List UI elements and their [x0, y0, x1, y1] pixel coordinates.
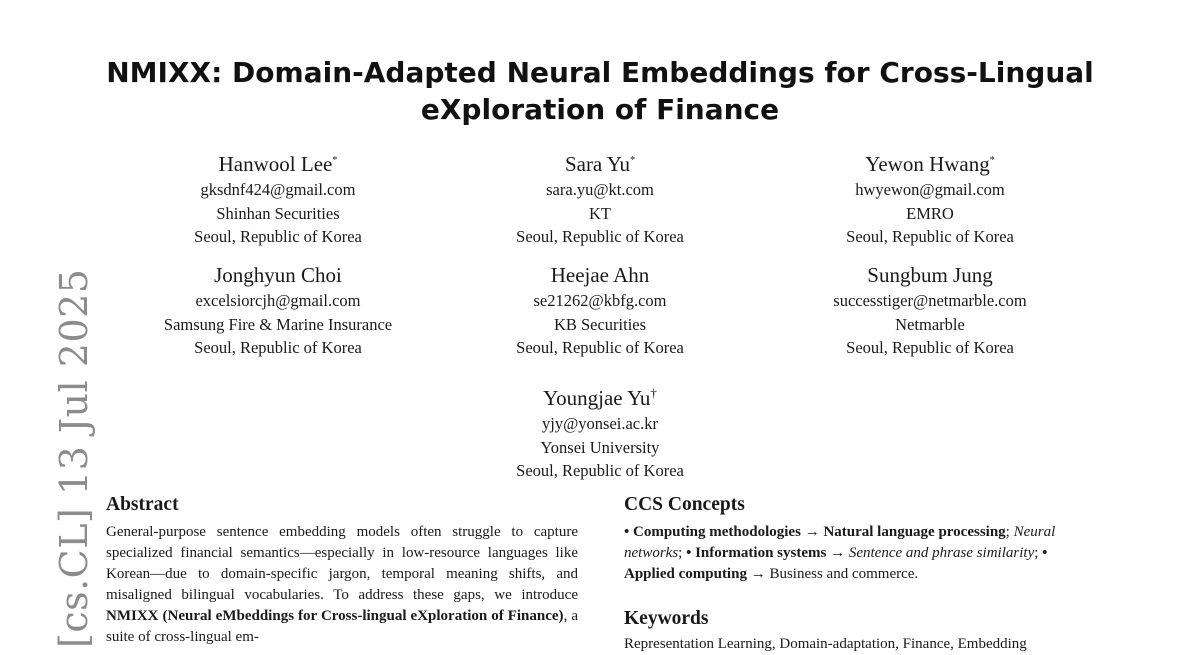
- author-location: Seoul, Republic of Korea: [516, 227, 684, 247]
- author-name: Sungbum Jung: [867, 263, 993, 287]
- author-name: Youngjae Yu†: [543, 385, 657, 410]
- author-email: gksdnf424@gmail.com: [200, 180, 356, 199]
- author-block: [440, 148, 760, 249]
- author-name: Sara Yu*: [564, 152, 636, 176]
- abstract-heading: Abstract: [106, 494, 179, 515]
- ccs-concepts-heading: CCS Concepts: [624, 494, 745, 515]
- abstract-bold-name: NMIXX (Neural eMbeddings for Cross-lingual eXploration of Finance): [106, 608, 564, 624]
- author-block: [770, 262, 1090, 360]
- author-location: Seoul, Republic of Korea: [516, 461, 684, 481]
- keywords-heading: Keywords: [624, 608, 709, 629]
- author-location: Seoul, Republic of Korea: [846, 227, 1014, 247]
- author-block: [118, 148, 438, 249]
- author-email: successtiger@netmarble.com: [833, 291, 1027, 310]
- title-line-2: eXploration of Finance: [420, 93, 780, 126]
- author-email: yjy@yonsei.ac.kr: [542, 414, 658, 433]
- author-name: Jonghyun Choi: [214, 263, 342, 287]
- abstract-text: General-purpose sentence embedding models often struggle to capture specialized financial semantics—especially in low-resource languages like Korean—due to domain-specific jargon, temporal meaning shifts, and misaligned bilingual vocabularies. To address these gaps, we introduce NMIXX (Neural eMbeddings for Cross-lingual eXploration of Finance), a suite of cross-lingual em-: [106, 524, 578, 645]
- author-location: Seoul, Republic of Korea: [516, 338, 684, 358]
- author-mark: †: [650, 385, 657, 400]
- author-affiliation: KB Securities: [553, 314, 647, 334]
- author-email: se21262@kbfg.com: [533, 291, 667, 310]
- keywords-text: Representation Learning, Domain-adaptation, Finance, Embedding: [624, 636, 1027, 652]
- author-name: Heejae Ahn: [550, 263, 650, 287]
- author-mark: *: [989, 155, 995, 166]
- author-block: [440, 262, 760, 360]
- author-email: hwyewon@gmail.com: [855, 180, 1005, 199]
- author-mark: *: [630, 155, 636, 166]
- author-affiliation: Shinhan Securities: [216, 203, 340, 223]
- ccs-concepts-text: • Computing methodologies → Natural language processing; Neural networks; • Information systems → Sentence and phrase similarity; • Applied computing → Business and commerce.: [624, 524, 1056, 582]
- author-email: sara.yu@kt.com: [546, 180, 654, 199]
- author-name: Yewon Hwang*: [865, 152, 995, 176]
- author-affiliation: Netmarble: [895, 314, 965, 334]
- author-block: [440, 380, 760, 483]
- author-affiliation: Samsung Fire & Marine Insurance: [163, 314, 393, 334]
- paper-title: [100, 54, 1100, 128]
- author-affiliation: EMRO: [906, 203, 954, 223]
- author-email: excelsiorcjh@gmail.com: [195, 291, 361, 310]
- author-block: [770, 148, 1090, 249]
- arxiv-stamp-text: [cs.CL] 13 Jul 2025: [52, 268, 96, 648]
- author-location: Seoul, Republic of Korea: [846, 338, 1014, 358]
- arxiv-side-stamp: [0, 0, 96, 648]
- author-affiliation: Yonsei University: [540, 437, 660, 457]
- author-affiliation: KT: [589, 203, 611, 223]
- author-location: Seoul, Republic of Korea: [194, 338, 362, 358]
- author-name: Hanwool Lee*: [218, 152, 338, 176]
- author-location: Seoul, Republic of Korea: [194, 227, 362, 247]
- author-block: [118, 262, 438, 360]
- author-mark: *: [332, 155, 338, 166]
- title-line-1: NMIXX: Domain-Adapted Neural Embeddings for Cross-Lingual: [106, 56, 1094, 89]
